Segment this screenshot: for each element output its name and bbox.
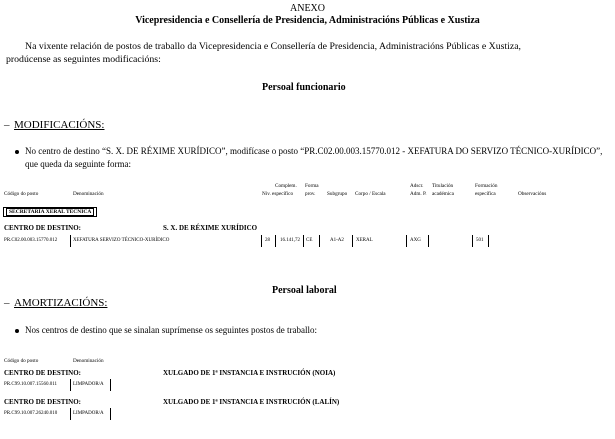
- column-divider: [261, 235, 262, 247]
- column-divider: [352, 235, 353, 247]
- col-especifica-header: específica: [475, 191, 496, 197]
- laboral-col-denominacion-header: Denominación: [73, 358, 104, 364]
- row-codigo: PR.C99.10.007.26240.010: [4, 411, 58, 416]
- bullet-icon: [15, 150, 19, 154]
- row-formacion: 501: [476, 238, 484, 243]
- row-corpo: XERAL: [356, 238, 373, 243]
- column-divider: [488, 235, 489, 247]
- heading-dash: –: [4, 119, 10, 131]
- heading-dash: –: [4, 297, 10, 309]
- section-title-funcionario: Persoal funcionario: [262, 82, 346, 93]
- annex-title: ANEXO: [290, 3, 325, 14]
- col-prov-header: prov.: [305, 191, 316, 197]
- col-academica-header: académica: [432, 191, 454, 197]
- column-divider: [406, 235, 407, 247]
- row-denominacion: XEFATURA SERVIZO TÉCNICO-XURÍDICO: [73, 238, 170, 243]
- column-divider: [303, 235, 304, 247]
- row-nivel: 28: [265, 238, 270, 243]
- column-divider: [428, 235, 429, 247]
- bullet-icon: [15, 329, 19, 333]
- col-codigo-header: Código do posto: [4, 191, 39, 197]
- laboral-col-codigo-header: Código do posto: [4, 358, 39, 364]
- centro-label: CENTRO DE DESTINO:: [4, 369, 82, 377]
- centro-value: XULGADO DE 1ª INSTANCIA E INSTRUCIÓN (NOIA): [163, 369, 336, 377]
- institution-title: Vicepresidencia e Consellería de Presidencia, Administracións Públicas e Xustiza: [135, 15, 480, 26]
- column-divider: [70, 408, 71, 420]
- col-titulacion-header: Titulación: [432, 183, 454, 189]
- col-adm-header: Adm. P.: [410, 191, 427, 197]
- intro-line-2: prodúcense as seguintes modificacións:: [6, 54, 161, 65]
- col-adscr-header: Adscr.: [410, 183, 424, 189]
- row-forma: CE: [306, 238, 313, 243]
- column-divider: [70, 235, 71, 247]
- col-observacions-header: Observacións: [518, 191, 547, 197]
- department-box: [3, 207, 97, 217]
- intro-line-1: Na vixente relación de postos de traballo da Vicepresidencia e Consellería de Presidencia, Administracións Públicas e Xustiza,: [25, 41, 521, 52]
- col-subgrupo-header: Subgrupo: [327, 191, 348, 197]
- heading-amortizacions: AMORTIZACIÓNS:: [14, 297, 108, 309]
- row-subgrupo: A1-A2: [330, 238, 344, 243]
- col-nivel-especifico-header: Niv. específico: [262, 191, 294, 197]
- modification-text-line-2: que queda da seguinte forma:: [25, 159, 131, 169]
- col-complem-header: Complem.: [275, 183, 297, 189]
- row-adscr: AXG: [410, 238, 421, 243]
- amortization-text: Nos centros de destino que se sinalan suprímense os seguintes postos de traballo:: [25, 325, 317, 335]
- column-divider: [70, 379, 71, 391]
- column-divider: [110, 408, 111, 420]
- column-divider: [110, 379, 111, 391]
- row-denominacion: LIMPADOR/A: [73, 382, 104, 387]
- section-title-laboral: Persoal laboral: [272, 285, 337, 296]
- column-divider: [275, 235, 276, 247]
- row-codigo: PR.C99.10.007.15560.011: [4, 382, 58, 387]
- centro-label: CENTRO DE DESTINO:: [4, 224, 82, 232]
- col-denominacion-header: Denominación: [73, 191, 104, 197]
- col-formacion-header: Formación: [475, 183, 498, 189]
- row-denominacion: LIMPADOR/A: [73, 411, 104, 416]
- modification-text-line-1: No centro de destino “S. X. DE RÉXIME XURÍDICO”, modifícase o posto “PR.C02.00.003.15770.012 - XEFATURA DO SERVIZO TÉCNICO-XURÍDICO”,: [25, 146, 603, 156]
- col-corpo-header: Corpo / Escala: [355, 191, 386, 197]
- centro-value: S. X. DE RÉXIME XURÍDICO: [163, 224, 258, 232]
- row-especifico: 16.141,72: [280, 238, 300, 243]
- column-divider: [319, 235, 320, 247]
- centro-value: XULGADO DE 1ª INSTANCIA E INSTRUCIÓN (LALÍN): [163, 398, 340, 406]
- centro-label: CENTRO DE DESTINO:: [4, 398, 82, 406]
- heading-modificacions: MODIFICACIÓNS:: [14, 119, 105, 131]
- row-codigo: PR.C02.00.003.15770.012: [4, 238, 58, 243]
- column-divider: [472, 235, 473, 247]
- department-label: SECRETARÍA XERAL TÉCNICA: [6, 208, 94, 216]
- col-forma-header: Forma: [305, 183, 319, 189]
